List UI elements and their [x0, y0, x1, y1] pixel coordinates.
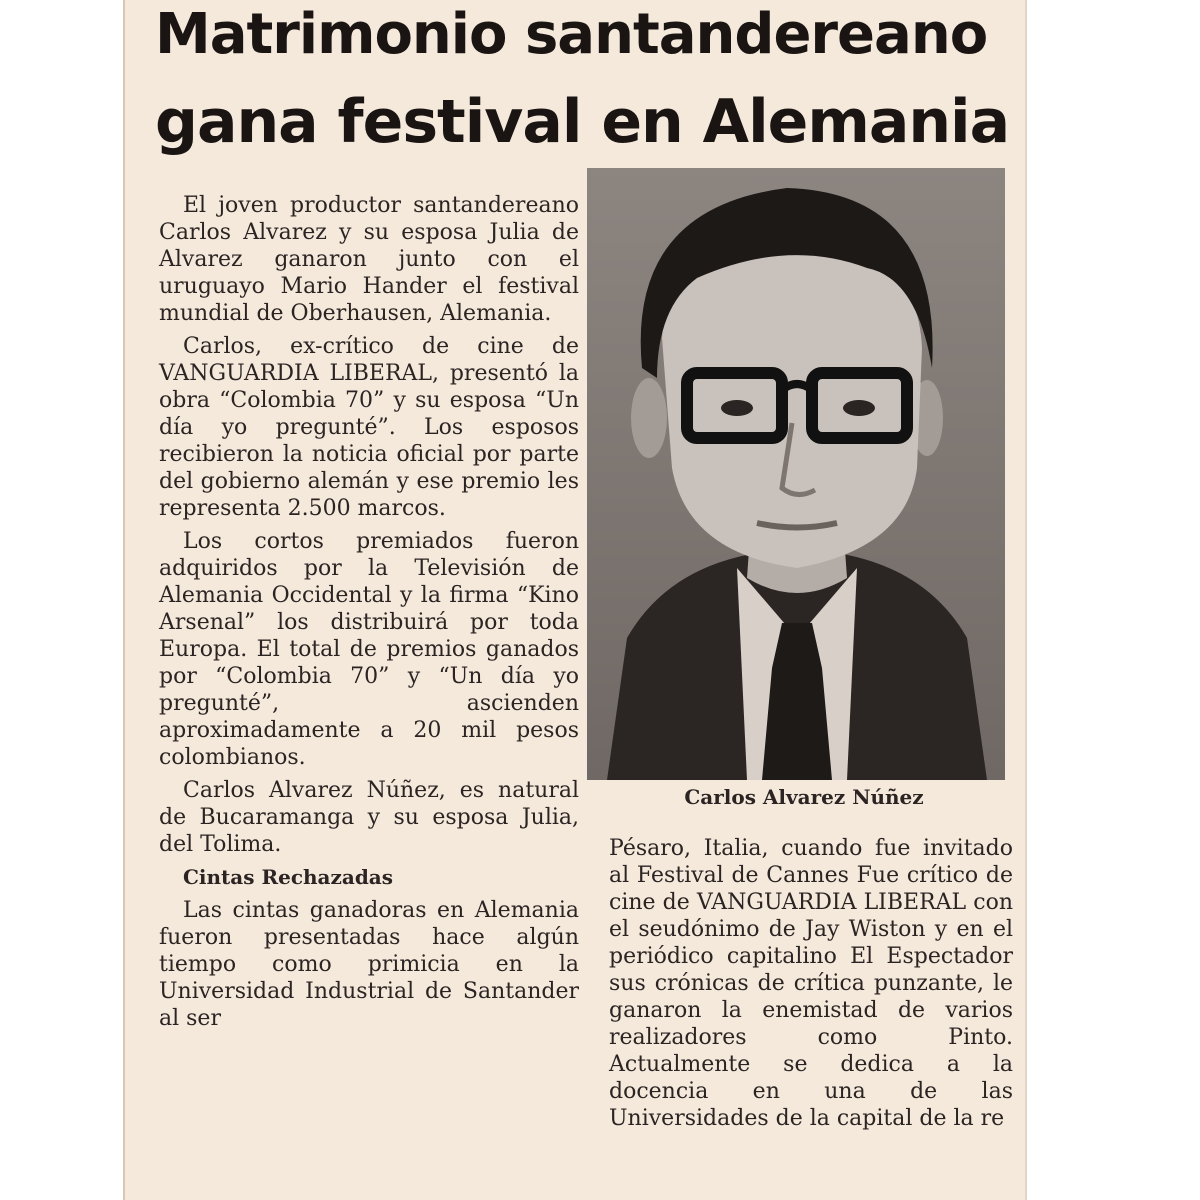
article-paragraph-5: Las cintas ganadoras en Alemania fueron presentadas hace algún tiempo como primicia en la Universidad Industrial de Santander al ser [159, 898, 579, 1031]
article-paragraph-3: Los cortos premiados fueron adquiridos por la Televisión de Alemania Occidental y la firma “Kino Arsenal” los distribuirá por toda Europa. El total de premios ganados por “Colombia 70” y “Un día yo pregunté”, ascienden aproximadamente a 20 mil pesos colombianos. [159, 529, 579, 770]
article-paragraph-1: El joven productor santandereano Carlos Alvarez y su esposa Julia de Alvarez ganaron junto con el uruguayo Mario Hander el festival mundial de Oberhausen, Alemania. [159, 193, 579, 326]
article-left-column [159, 192, 579, 1038]
article-paragraph-2: Carlos, ex-crítico de cine de VANGUARDIA LIBERAL, presentó la obra “Colombia 70” y su esposa “Un día yo pregunté”. Los esposos recibieron la noticia oficial por parte del gobierno alemán y ese premio les representa 2.500 marcos. [159, 334, 579, 521]
newspaper-clipping [123, 0, 1027, 1200]
portrait-photo [587, 168, 1005, 780]
article-right-paragraph: Pésaro, Italia, cuando fue invitado al Festival de Cannes Fue crítico de cine de VANGUARDIA LIBERAL con el seudónimo de Jay Wiston y en el periódico capitalino El Espectador sus crónicas de crítica punzante, le ganaron la enemistad de varios realizadores como Pinto. Actualmente se dedica a la docencia en una de las Universidades de la capital de la re [609, 836, 1013, 1131]
article-paragraph-4: Carlos Alvarez Núñez, es natural de Bucaramanga y su esposa Julia, del Tolima. [159, 778, 579, 857]
photo-caption: Carlos Alvarez Núñez [684, 785, 924, 809]
headline-line-1: Matrimonio santandereano [155, 2, 988, 67]
headline-line-2: gana festival en Alemania [155, 87, 1010, 157]
article-subhead: Cintas Rechazadas [183, 865, 394, 889]
article-right-column [609, 835, 1013, 1138]
portrait-illustration [587, 168, 1005, 780]
